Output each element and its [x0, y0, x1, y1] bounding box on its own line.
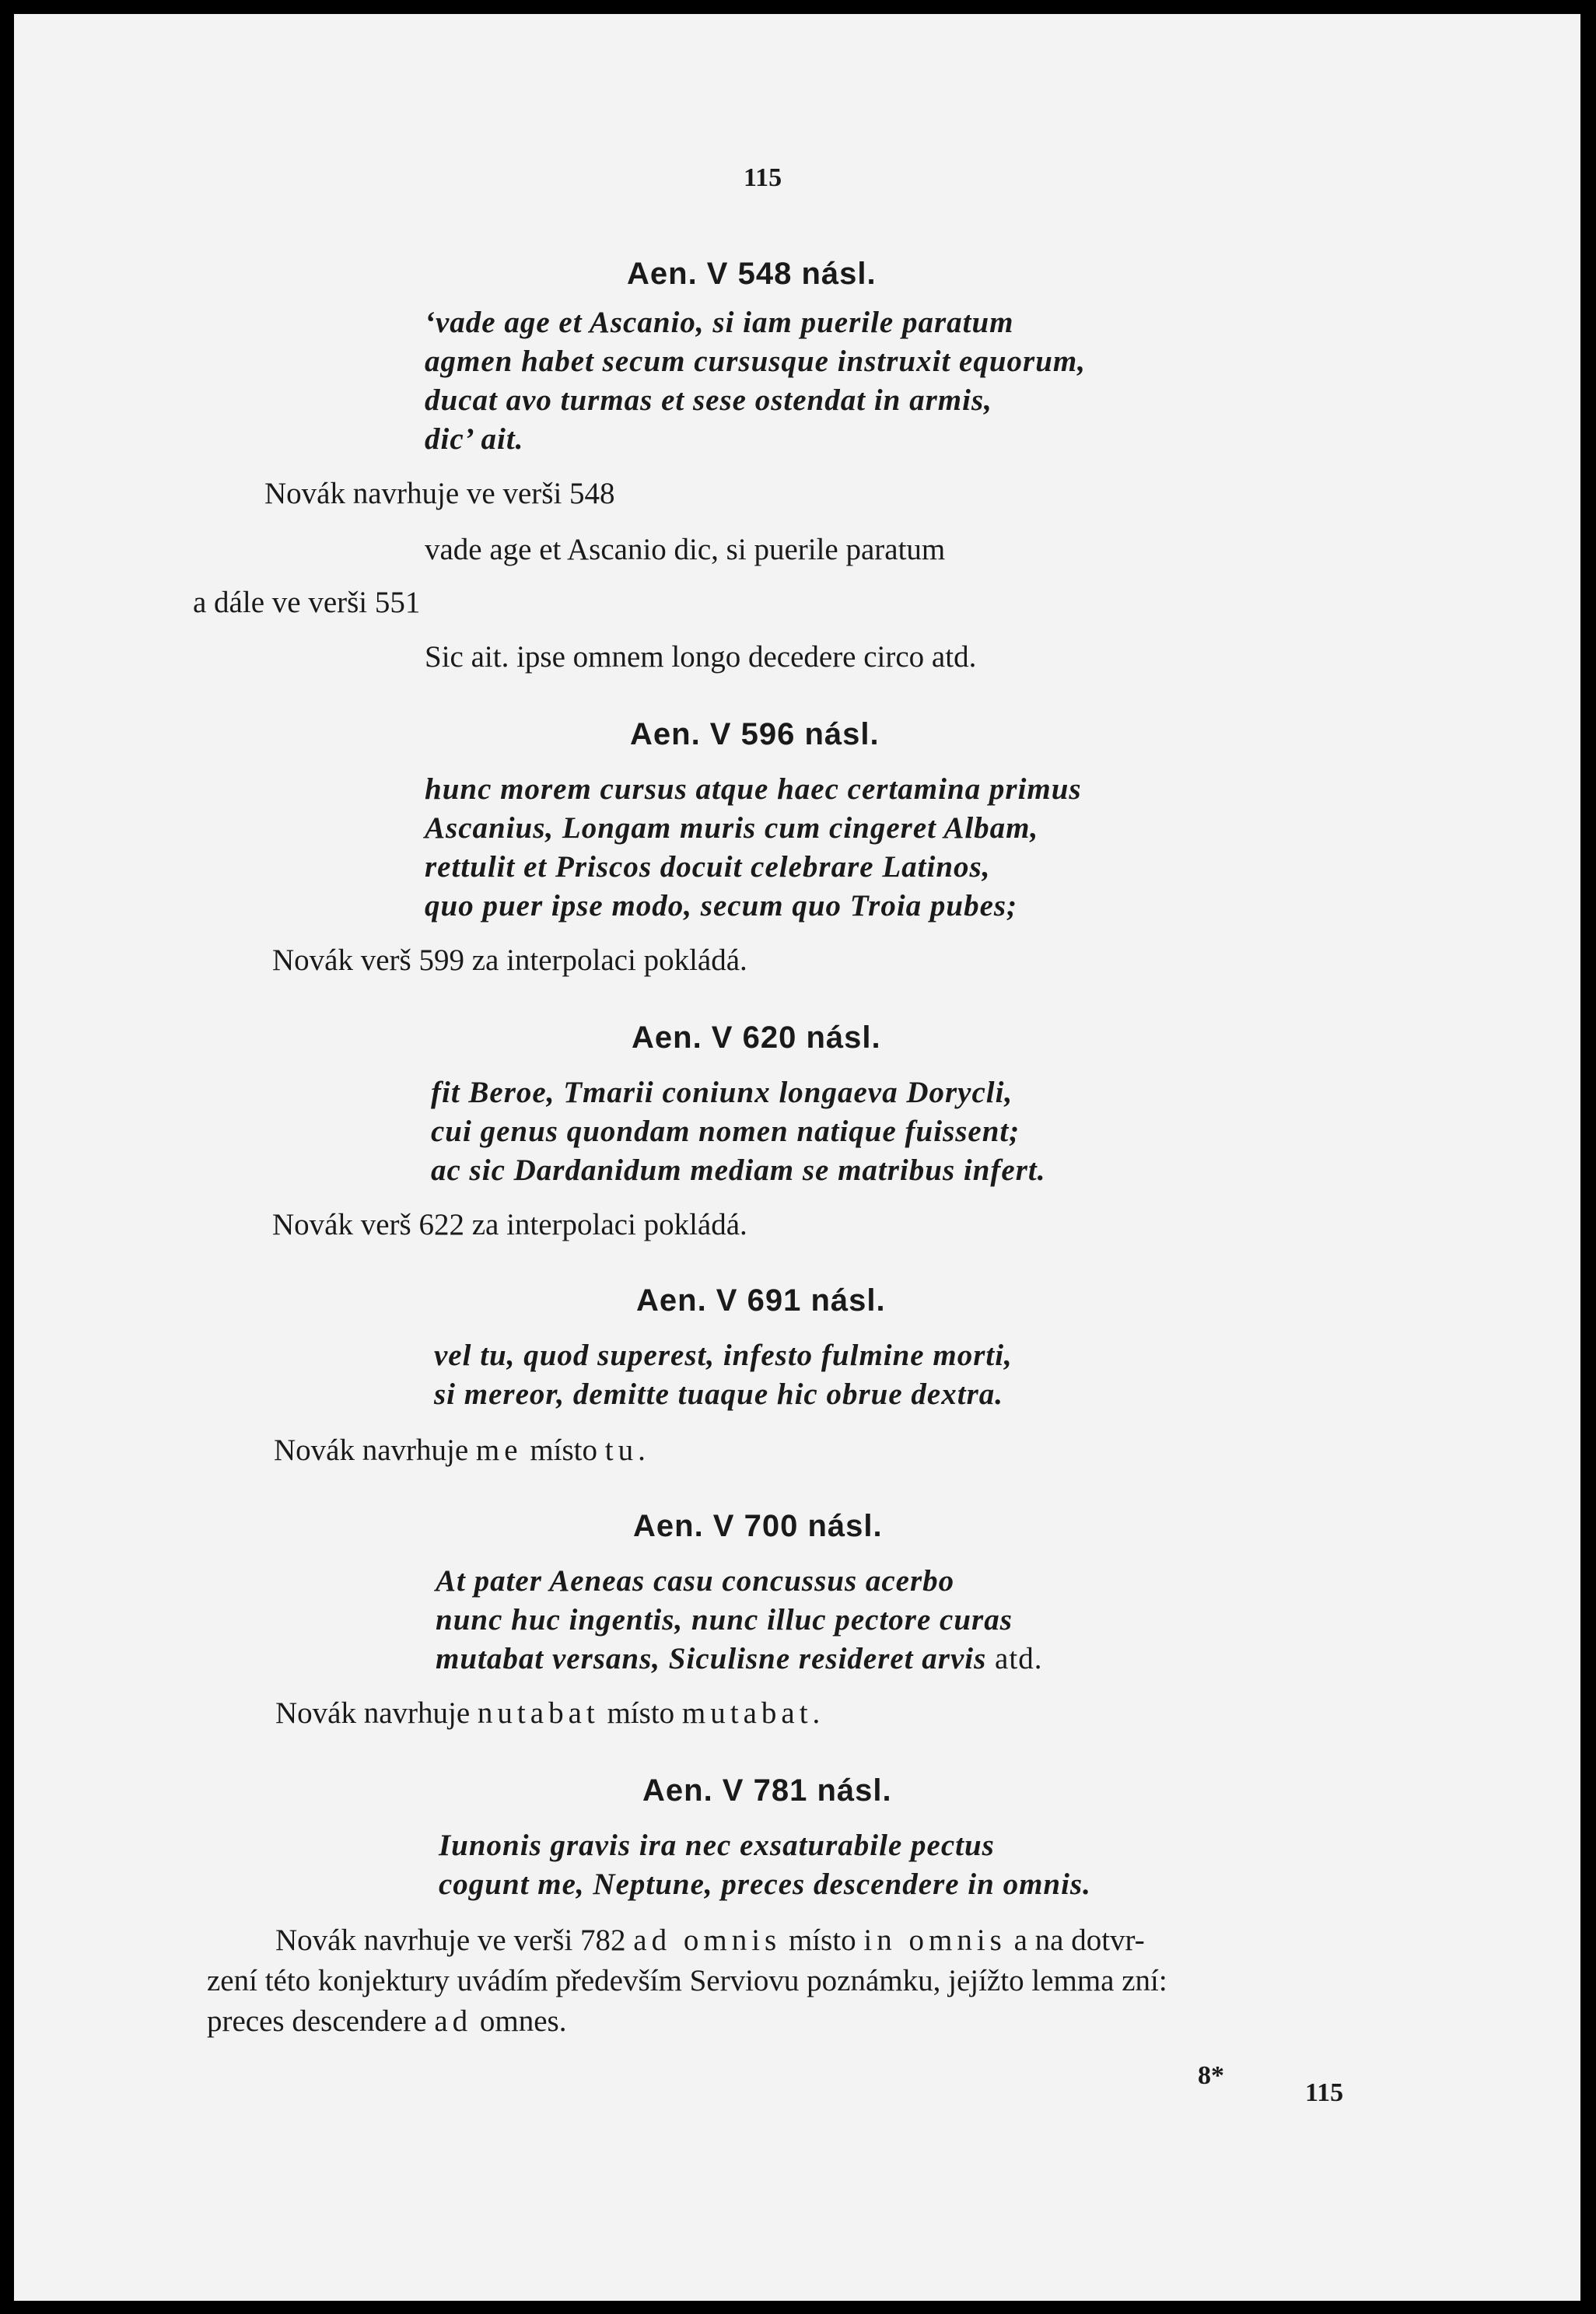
section-heading: Aen. V 548 násl.	[627, 257, 877, 291]
note-line: Novák navrhuje ve verši 548	[264, 477, 615, 510]
page-number-bottom: 115	[1305, 2078, 1344, 2107]
note-line	[274, 1431, 646, 1470]
verse-line: cui genus quondam nomen natique fuissent;	[431, 1115, 1020, 1148]
note-text: místo	[522, 1434, 605, 1467]
verse-line: ac sic Dardanidum mediam se matribus infert.	[431, 1153, 1046, 1187]
verse-line: vel tu, quod superest, infesto fulmine morti,	[434, 1339, 1013, 1372]
verse-line: si mereor, demitte tuaque hic obrue dextra.	[434, 1378, 1003, 1411]
note-text: místo	[599, 1696, 682, 1730]
verse-block	[434, 1336, 1013, 1414]
verse-line: quo puer ipse modo, secum quo Troia pubes;	[425, 889, 1018, 922]
note-line	[207, 2002, 566, 2041]
verse-line: nunc huc ingentis, nunc illuc pectore curas	[436, 1603, 1013, 1637]
emphasis-text: ad omnis	[633, 1924, 782, 1957]
verse-block	[439, 1826, 1091, 1904]
note-text: Novák navrhuje ve verši 782	[275, 1924, 634, 1957]
section-heading: Aen. V 781 násl.	[642, 1773, 892, 1808]
note-text: místo	[781, 1924, 864, 1957]
verse-line: Iunonis gravis ira nec exsaturabile pectus	[439, 1829, 995, 1862]
note-line: Novák verš 622 za interpolaci pokládá.	[272, 1208, 747, 1241]
verse-line: ‘vade age et Ascanio, si iam puerile paratum	[425, 306, 1014, 339]
verse-line: rettulit et Priscos docuit celebrare Latinos,	[425, 850, 991, 884]
scanned-page	[14, 14, 1580, 2301]
verse-line: ducat avo turmas et sese ostendat in armis,	[425, 383, 992, 417]
signature-mark: 8*	[1198, 2061, 1224, 2090]
note-text: a na dotvr-	[1006, 1924, 1145, 1957]
verse-text: mutabat versans, Siculisne resideret arvis	[436, 1642, 987, 1675]
verse-block	[425, 770, 1082, 926]
note-line	[275, 1921, 1145, 1960]
note-text: Novák navrhuje	[274, 1434, 476, 1467]
verse-block	[425, 303, 1086, 459]
verse-block	[431, 1073, 1045, 1190]
note-line	[275, 1694, 820, 1733]
note-text: Novák navrhuje	[275, 1696, 478, 1730]
section-heading: Aen. V 691 násl.	[636, 1283, 886, 1318]
emphasis-text: tu	[604, 1434, 639, 1467]
verse-line: hunc morem cursus atque haec certamina primus	[425, 772, 1082, 806]
note-line: zení této konjektury uvádím především Serviovu poznámku, jejížto lemma zní:	[207, 1964, 1167, 1997]
note-line: Novák verš 599 za interpolaci pokládá.	[272, 943, 747, 977]
emphasis-text: mutabat	[681, 1696, 813, 1730]
verse-line: agmen habet secum cursusque instruxit equorum,	[425, 345, 1086, 378]
section-heading: Aen. V 620 násl.	[632, 1020, 881, 1055]
note-line: vade age et Ascanio dic, si puerile paratum	[425, 533, 946, 566]
verse-block	[436, 1562, 1042, 1679]
page-number-top: 115	[744, 163, 782, 192]
note-text: .	[638, 1434, 646, 1467]
verse-line: cogunt me, Neptune, preces descendere in omnis.	[439, 1868, 1091, 1901]
note-line: a dále ve verši 551	[193, 586, 421, 619]
verse-line: dic’ ait.	[425, 422, 524, 456]
note-line: Sic ait. ipse omnem longo decedere circo atd.	[425, 640, 977, 674]
emphasis-text: nutabat	[477, 1696, 600, 1730]
emphasis-text: ad	[434, 2004, 473, 2038]
verse-line: At pater Aeneas casu concussus acerbo	[436, 1564, 955, 1598]
section-heading: Aen. V 596 násl.	[630, 717, 880, 751]
note-text: preces descendere	[207, 2004, 435, 2038]
emphasis-text: me	[475, 1434, 523, 1467]
verse-suffix: atd.	[986, 1642, 1043, 1675]
verse-line: Ascanius, Longam muris cum cingeret Albam,	[425, 811, 1039, 845]
note-text: omnes.	[472, 2004, 567, 2038]
section-heading: Aen. V 700 násl.	[633, 1509, 883, 1543]
verse-line: fit Beroe, Tmarii coniunx longaeva Dorycli,	[431, 1076, 1013, 1109]
verse-line	[436, 1640, 1042, 1679]
emphasis-text: in omnis	[863, 1924, 1006, 1957]
note-text: .	[812, 1696, 821, 1730]
